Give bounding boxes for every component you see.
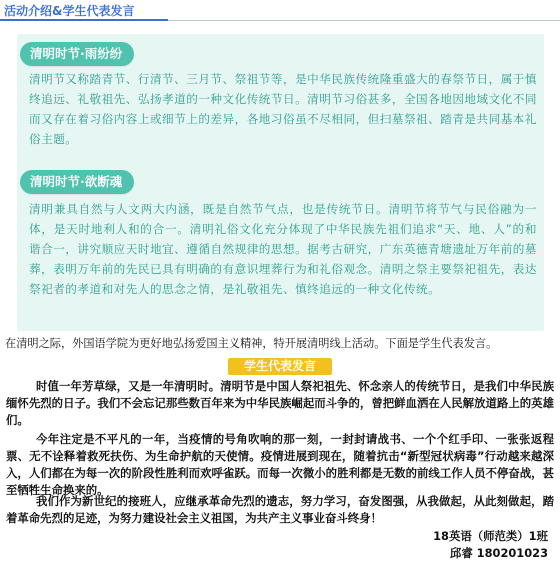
- speech-paragraph-2: 今年注定是不平凡的一年，当疫情的号角吹响的那一刻，一封封请战书、一个个红手印、一张张返程票、无不诠释着救死扶伤、为生命护航的天使情。疫情进展到现在，随着抗击“新型冠状病毒”行动越来越深入，人们都在为每一次的阶段性胜利而欢呼雀跃。而每一次微小的胜利都是无数的前线工作人员不停奋战，甚至牺牲生命换来的。: [6, 432, 554, 497]
- speech-title-badge: 学生代表发言: [228, 358, 332, 375]
- speech-paragraph-3: 我们作为新世纪的接班人，应继承革命先烈的遗志，努力学习，奋发图强，从我做起，从此刻做起，踏着革命先烈的足迹，为努力建设社会主义祖国，为共产主义事业奋斗终身！: [6, 494, 554, 525]
- speaker-class: 18英语（师范类）1班: [433, 529, 548, 543]
- section-header: [0, 0, 560, 22]
- card-heading-2: 清明时节·欲断魂: [20, 170, 134, 194]
- section-underline: [168, 20, 560, 21]
- card-text-1: 清明节又称踏青节、行清节、三月节、祭祖节等，是中华民族传统隆重盛大的春祭节日，属于慎终追远、礼敬祖先、弘扬孝道的一种文化传统节日。清明节习俗甚多，全国各地因地域文化不同而又存在着习俗内容上或细节上的差异，各地习俗虽不尽相同，但扫墓祭祖、踏青是共同基本礼俗主题。: [29, 72, 537, 146]
- section-underline-accent: [0, 19, 168, 21]
- intro-text: 在清明之际，外国语学院为更好地弘扬爱国主义精神，特开展清明线上活动。下面是学生代表发言。: [5, 337, 498, 350]
- speaker-signature: 邱睿 180201023: [449, 546, 548, 560]
- card-text-2: 清明兼具自然与人文两大内涵，既是自然节气点，也是传统节日。清明节将节气与民俗融为一体，是天时地利人和的合一。清明礼俗文化充分体现了中华民族先祖们追求“天、地、人”的和谐合一，讲究顺应天时地宜、遵循自然规律的思想。据考古研究，广东英德青塘遗址万年前的墓葬，表明万年前的先民已具有明确的有意识埋葬行为和礼俗观念。清明之祭主要祭祀祖先，表达祭祀者的孝道和对先人的思念之情，是礼敬祖先、慎终追远的一种文化传统。: [29, 202, 537, 296]
- speech-paragraph-1: 时值一年芳草绿，又是一年清明时。清明节是中国人祭祀祖先、怀念亲人的传统节日，是我们中华民族缅怀先烈的日子。我们不会忘记那些数百年来为中华民族崛起而斗争的，曾把鲜血洒在人民解放道路上的英雄们。: [6, 379, 554, 427]
- card-heading-1: 清明时节·雨纷纷: [20, 42, 134, 66]
- section-title: 活动介绍&学生代表发言: [4, 4, 135, 18]
